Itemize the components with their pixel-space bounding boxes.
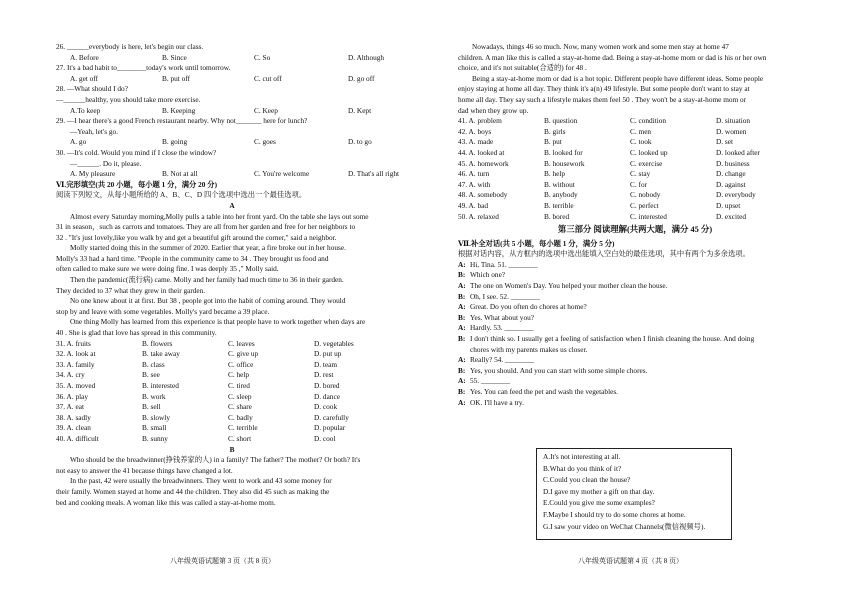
option: C. perfect — [630, 200, 659, 210]
passage-a-line: 32 . "It's just lovely,like you walk by and get a beautiful gift around the corner," said a neighbor. — [56, 232, 337, 242]
option: B. terrible — [544, 200, 574, 210]
option: 31. A. fruits — [56, 338, 91, 348]
question-30-line2: —______. Do it, please. — [70, 158, 142, 168]
option: B. flowers — [142, 338, 173, 348]
option: 42. A. boys — [458, 126, 492, 136]
option: 41. A. problem — [458, 116, 502, 126]
dialog-text: Hardly. 53. ________ — [470, 323, 534, 333]
option: D. everybody — [716, 190, 756, 200]
question-30: 30. —It's cold. Would you mind if I close the window? — [56, 147, 217, 157]
passage-a-options — [56, 339, 408, 445]
option: D. business — [716, 158, 750, 168]
option: D. popular — [314, 423, 346, 433]
page-footer-right: 八年级英语试题第 4 页（共 8 页） — [578, 557, 683, 565]
dialog-text: I don't think so. I usually get a feeling of satisfaction when I finish cleaning the house. And doing — [470, 334, 755, 344]
option: B. going — [162, 137, 188, 147]
passage-b2-line: dad when they grow up. — [458, 105, 529, 115]
passage-b-line: not easy to answer the 41 because things have changed a lot. — [56, 465, 233, 475]
passage-b2-line: home all day. They say such a lifestyle makes them feel 50 . They won't be a stay-at-home mom or — [458, 94, 747, 104]
option: C. men — [630, 126, 652, 136]
speaker: A: — [458, 302, 466, 312]
left-column — [56, 42, 408, 508]
dialog-line — [458, 366, 812, 377]
passage-a-line: often called to make sure we were doing fine. I was deeply 35 ," Molly said. — [56, 264, 279, 274]
option: C. give up — [228, 349, 259, 359]
dialog-text: Really? 54. ________ — [470, 355, 535, 365]
dialog-text: Yes, you should. And you can start with some simple chores. — [470, 365, 648, 375]
option: D. vegetables — [314, 338, 354, 348]
option: A. get off — [70, 73, 99, 83]
option: C. leaves — [228, 338, 255, 348]
option: 49. A. bad — [458, 200, 488, 210]
question-28-line2: —______healthy, you should take more exercise. — [56, 94, 201, 104]
option: C. looked up — [630, 147, 668, 157]
option: C. goes — [254, 137, 276, 147]
speaker: A: — [458, 281, 466, 291]
dialog-line — [458, 334, 812, 345]
option: D. against — [716, 179, 746, 189]
option: B. bored — [544, 211, 570, 221]
passage-a-line: No one knew about it at first. But 38 , people got into the habit of coming around. They would — [70, 296, 346, 306]
option: 50. A. relaxed — [458, 211, 499, 221]
option: B. slowly — [142, 412, 170, 422]
passage-b-line: Who should be the breadwinner(挣钱养家的人) in a family? The father? The mother? Or both? It's — [70, 455, 361, 465]
passage-a-line: Almost every Saturday morning,Molly pulls a table into her front yard. On the table she lays out some — [70, 211, 369, 221]
speaker: A: — [458, 323, 466, 333]
option: C. short — [228, 433, 252, 443]
option: D. team — [314, 359, 338, 369]
dialog-line — [458, 398, 812, 409]
dialog-text: The one on Women's Day. You helped your mother clean the house. — [470, 281, 668, 291]
passage-b-line: bed and cooking meals. A woman like this was called a stay-at-home mom. — [56, 497, 276, 507]
page-footer-left: 八年级英语试题第 3 页（共 8 页） — [170, 557, 275, 565]
speaker: B: — [458, 387, 466, 396]
option: B. put — [544, 137, 562, 147]
option: 36. A. play — [56, 391, 89, 401]
passage-b-line: their family. Women stayed at home and 44 the children. They also did 45 such as making the — [56, 486, 330, 496]
option: B. take away — [142, 349, 180, 359]
option: C. took — [630, 137, 652, 147]
dialog-line — [458, 376, 812, 387]
option: C. stay — [630, 169, 651, 179]
speaker: B: — [458, 334, 466, 344]
option: B. looked for — [544, 147, 583, 157]
passage-b-line: In the past, 42 were usually the breadwinners. They went to work and 43 some money for — [70, 476, 332, 486]
dialog-line — [458, 323, 812, 334]
option: 37. A. eat — [56, 402, 84, 412]
option: 32. A. look at — [56, 349, 96, 359]
option: B. see — [142, 370, 160, 380]
option: D. excited — [716, 211, 746, 221]
option: 46. A. turn — [458, 169, 490, 179]
option: 35. A. moved — [56, 381, 96, 390]
option: D. dance — [314, 391, 340, 401]
passage-b-options — [458, 116, 812, 222]
passage-b2-line: Being a stay-at-home mom or dad is a hot topic. Different people have different ideas. Some people — [472, 73, 764, 83]
option: D. Although — [348, 52, 385, 62]
passage-b2-line: Nowadays, things 46 so much. Now, many women work and some men stay at home 47 — [472, 42, 729, 51]
option: D. go off — [348, 73, 375, 83]
answer-options-box — [536, 448, 732, 540]
option: B. question — [544, 116, 578, 126]
option: B. class — [142, 359, 165, 369]
option: D. carefully — [314, 412, 349, 422]
dialog-line — [458, 292, 812, 303]
option: D. Kept — [348, 105, 372, 115]
dialog-line — [458, 355, 812, 366]
passage-a-line: Molly started doing this in the summer of 2020. Earlier that year, a fire broke out in her house. — [70, 243, 346, 253]
option: C. terrible — [228, 423, 258, 433]
option: C. share — [228, 402, 252, 412]
box-option: E.Could you give me some examples? — [543, 498, 655, 508]
passage-a-line: 40 . She is glad that love has spread in this community. — [56, 328, 217, 338]
part-3-title: 第三部分 阅读理解(共两大题，满分 45 分) — [557, 225, 713, 235]
passage-a-line: 31 in season，such as carrots and tomatoes. They are all from her garden and free for her neighbors to — [56, 222, 356, 232]
box-option: C.Could you clean the house? — [543, 475, 631, 485]
option: D. cool — [314, 433, 336, 443]
option: D. upset — [716, 200, 741, 210]
box-option: D.I gave my mother a gift on that day. — [543, 486, 655, 496]
option: A. My pleasure — [70, 169, 116, 179]
option: B. girls — [544, 126, 566, 136]
speaker: B: — [458, 365, 466, 375]
passage-b2-line: choice, and it's not suitable(合适的) for 48 . — [458, 63, 587, 73]
option: D. situation — [716, 116, 751, 126]
dialog-text: Which one? — [470, 270, 506, 280]
option: 48. A. somebody — [458, 190, 508, 200]
dialog-text: Yes. What about you? — [470, 312, 534, 322]
dialog-text: Hi, Tina. 51. ________ — [470, 259, 538, 269]
option: 39. A. clean — [56, 423, 91, 433]
option: B. housework — [544, 158, 585, 168]
option: B. sunny — [142, 433, 168, 443]
dialog-text: OK. I'll have a try. — [470, 397, 524, 407]
option: A.To keep — [70, 105, 101, 115]
option: A. go — [70, 137, 87, 147]
passage-a-line: Then the pandemic(流行病) came. Molly and her family had much time to 36 in their garden. — [70, 275, 344, 285]
option: B. without — [544, 179, 575, 189]
option: B. Since — [162, 52, 187, 62]
option: C. nobody — [630, 190, 661, 200]
option: D. rest — [314, 370, 334, 380]
dialog-line — [458, 281, 812, 292]
question-29: 29. —I hear there's a good French restaurant nearby. Why not_______ here for lunch? — [56, 116, 308, 126]
option: D. put up — [314, 349, 342, 359]
box-option: B.What do you think of it? — [543, 463, 622, 473]
option: C. tired — [228, 381, 250, 390]
option: D. set — [716, 137, 734, 147]
option: C. for — [630, 179, 648, 189]
speaker: A: — [458, 259, 466, 269]
question-29-line2: —Yeah, let's go. — [70, 126, 119, 136]
speaker: B: — [458, 312, 466, 322]
option: C. interested — [630, 211, 667, 221]
dialog-line — [458, 302, 812, 313]
options-30 — [56, 169, 408, 180]
dialog-line — [458, 345, 812, 356]
option: 43. A. made — [458, 137, 494, 147]
option: B. Keeping — [162, 105, 196, 115]
passage-a-label: A — [229, 200, 235, 210]
option: B. small — [142, 423, 167, 433]
option: C. office — [228, 359, 254, 369]
dialog-text: Yes. You can feed the pet and wash the vegetables. — [470, 387, 618, 396]
option: C. exercise — [630, 158, 663, 168]
box-option: A.It's not interesting at all. — [543, 452, 621, 461]
options-28 — [56, 106, 408, 117]
option: B. interested — [142, 381, 179, 390]
option: B. Not at all — [162, 169, 198, 179]
box-option: F.Maybe I should try to do some chores at home. — [543, 509, 686, 519]
dialog-text: Oh, I see. 52. ________ — [470, 291, 540, 301]
section-6-instructions: 阅读下列短文，从每小题所给的 A、B、C、D 四个选项中选出一个最佳选项。 — [56, 190, 307, 200]
dialog-text: Great. Do you often do chores at home? — [470, 302, 587, 312]
dialog-line — [458, 260, 812, 271]
option: D. That's all right — [348, 169, 400, 179]
option: 45. A. homework — [458, 158, 509, 168]
option: B. put off — [162, 73, 191, 83]
option: C. condition — [630, 116, 667, 126]
option: 34. A. cry — [56, 370, 85, 380]
dialog-line — [458, 313, 812, 324]
option: C. You're welcome — [254, 169, 310, 179]
option: B. help — [544, 169, 566, 179]
speaker: A: — [458, 376, 466, 386]
option: 40. A. difficult — [56, 433, 99, 443]
options-27 — [56, 74, 408, 85]
option: B. work — [142, 391, 166, 401]
speaker: A: — [458, 355, 466, 365]
option: D. cook — [314, 402, 338, 412]
section-7-title: Ⅶ.补全对话(共 5 小题，每小题 1 分，满分 5 分) — [458, 238, 615, 248]
option: A. Before — [70, 52, 99, 62]
options-26 — [56, 53, 408, 64]
right-column — [458, 42, 812, 408]
options-29 — [56, 137, 408, 148]
passage-a-line: stop by and leave with some vegetables. Molly's yard became a 39 place. — [56, 306, 270, 316]
option: D. bored — [314, 381, 340, 390]
question-27: 27. It's a bad habit to________today's work until tomorrow. — [56, 63, 231, 73]
speaker: B: — [458, 270, 466, 280]
option: C. badly — [228, 412, 253, 422]
section-6-title: Ⅵ.完形填空(共 20 小题，每小题 1 分，满分 20 分) — [56, 179, 218, 189]
option: D. change — [716, 169, 746, 179]
speaker: B: — [458, 291, 466, 301]
dialog-line — [458, 387, 812, 398]
option: B. anybody — [544, 190, 578, 200]
question-26: 26. ______everybody is here, let's begin our class. — [56, 42, 204, 51]
option: B. sell — [142, 402, 161, 412]
question-28: 28. —What should I do? — [56, 84, 128, 94]
option: C. cut off — [254, 73, 282, 83]
passage-a-line: Molly's 33 had a hard time. "People in the community came to 34 . They brought us food and — [56, 253, 329, 263]
option: D. to go — [348, 137, 372, 147]
passage-b2-line: enjoy staying at home all day. They think it's a(n) 49 lifestyle. But some people don't want to stay at — [458, 84, 750, 94]
dialog-line — [458, 270, 812, 281]
option: C. Keep — [254, 105, 278, 115]
passage-a-line: They decided to 37 what they grew in their garden. — [56, 285, 206, 295]
option: 47. A. with — [458, 179, 491, 189]
option: C. sleep — [228, 391, 252, 401]
option: 38. A. sadly — [56, 412, 91, 422]
speaker: A: — [458, 397, 466, 407]
section-7-instructions: 根据对话内容，从方框内的选项中选出能填入空白处的最佳选项，其中有两个为多余选项。 — [458, 249, 750, 259]
option: 33. A. family — [56, 359, 95, 369]
dialog-text: 55. ________ — [470, 376, 511, 386]
option: C. So — [254, 52, 271, 62]
option: D. looked after — [716, 147, 760, 157]
passage-a-line: One thing Molly has learned from this experience is that people have to work together when days are — [70, 317, 366, 327]
dialog-text: chores with my parents makes us closer. — [470, 344, 588, 354]
box-option: G.I saw your video on WeChat Channels(微信视频号). — [543, 521, 706, 531]
passage-b2-line: children. A man like this is called a stay-at-home dad. Being a stay-at-home mom or dad is his or her own — [458, 52, 767, 62]
option: D. women — [716, 126, 747, 136]
option: C. help — [228, 370, 250, 380]
option: 44. A. looked at — [458, 147, 505, 157]
passage-b-label: B — [229, 444, 235, 454]
